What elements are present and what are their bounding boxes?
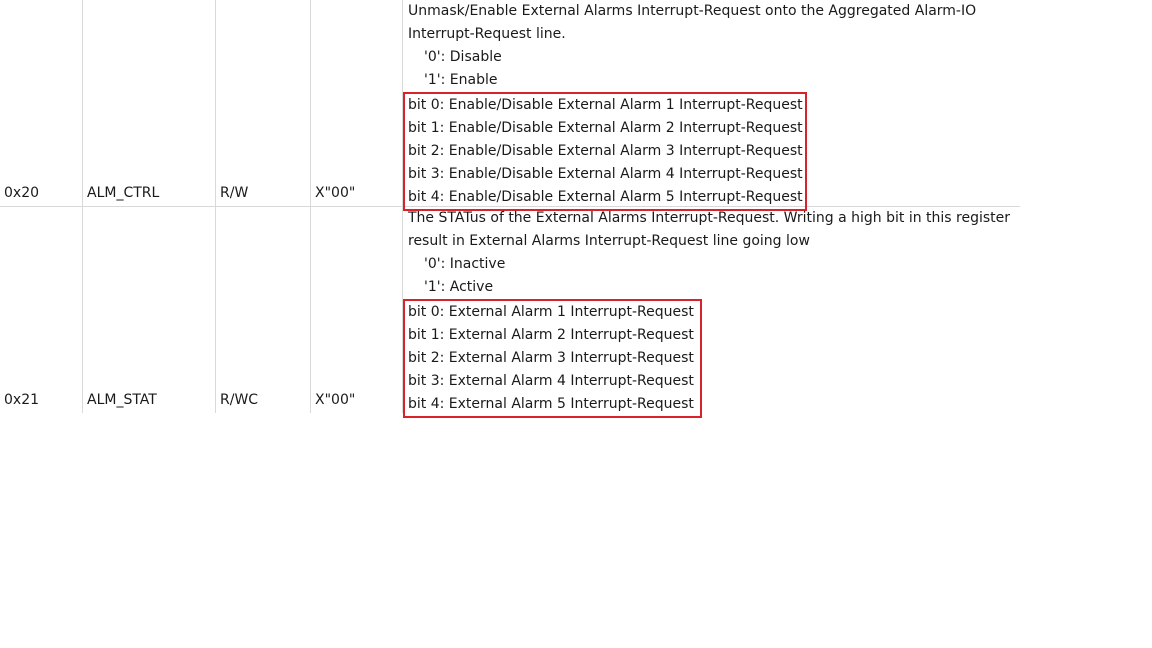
address-cell[interactable] xyxy=(0,0,83,206)
value-line: '1': Enable xyxy=(424,72,498,88)
highlight-box xyxy=(403,92,807,211)
register-name: ALM_CTRL xyxy=(87,185,160,201)
access-cell[interactable] xyxy=(216,0,311,206)
bit-line: bit 3: Enable/Disable External Alarm 4 Interrupt-Request xyxy=(408,166,803,182)
bit-line: bit 2: Enable/Disable External Alarm 3 Interrupt-Request xyxy=(408,143,803,159)
name-cell[interactable] xyxy=(83,207,216,413)
description-line: Unmask/Enable External Alarms Interrupt-Request onto the Aggregated Alarm-IO xyxy=(408,3,977,19)
register-access: R/W xyxy=(220,185,249,201)
bit-line: bit 1: External Alarm 2 Interrupt-Request xyxy=(408,327,694,343)
description-line: The STATus of the External Alarms Interrupt-Request. Writing a high bit in this register xyxy=(408,210,1011,226)
register-address: 0x21 xyxy=(4,392,40,408)
address-cell[interactable] xyxy=(0,207,83,413)
value-line: '1': Active xyxy=(424,279,494,295)
register-row-alm-ctrl[interactable] xyxy=(0,0,1020,207)
bit-line: bit 4: Enable/Disable External Alarm 5 Interrupt-Request xyxy=(408,189,803,205)
access-cell[interactable] xyxy=(216,207,311,413)
register-default: X"00" xyxy=(315,185,356,201)
description-cell[interactable] xyxy=(403,207,1023,413)
bit-line: bit 2: External Alarm 3 Interrupt-Request xyxy=(408,350,694,366)
value-line: '0': Inactive xyxy=(424,256,506,272)
default-cell[interactable] xyxy=(311,207,403,413)
default-cell[interactable] xyxy=(311,0,403,206)
description-line: Interrupt-Request line. xyxy=(408,26,566,42)
register-access: R/WC xyxy=(220,392,259,408)
description-cell[interactable] xyxy=(403,0,1023,206)
bit-line: bit 1: Enable/Disable External Alarm 2 Interrupt-Request xyxy=(408,120,803,136)
register-address: 0x20 xyxy=(4,185,40,201)
description-text xyxy=(408,0,976,211)
bit-line: bit 3: External Alarm 4 Interrupt-Request xyxy=(408,373,694,389)
value-line: '0': Disable xyxy=(424,49,502,65)
name-cell[interactable] xyxy=(83,0,216,206)
bit-line: bit 0: Enable/Disable External Alarm 1 Interrupt-Request xyxy=(408,97,803,113)
register-name: ALM_STAT xyxy=(87,392,157,408)
bit-line: bit 0: External Alarm 1 Interrupt-Request xyxy=(408,304,694,320)
highlight-box xyxy=(403,299,702,418)
register-default: X"00" xyxy=(315,392,356,408)
bit-line: bit 4: External Alarm 5 Interrupt-Request xyxy=(408,396,694,412)
description-line: result in External Alarms Interrupt-Request line going low xyxy=(408,233,810,249)
description-text xyxy=(408,207,1010,418)
register-row-alm-stat[interactable] xyxy=(0,207,1020,413)
